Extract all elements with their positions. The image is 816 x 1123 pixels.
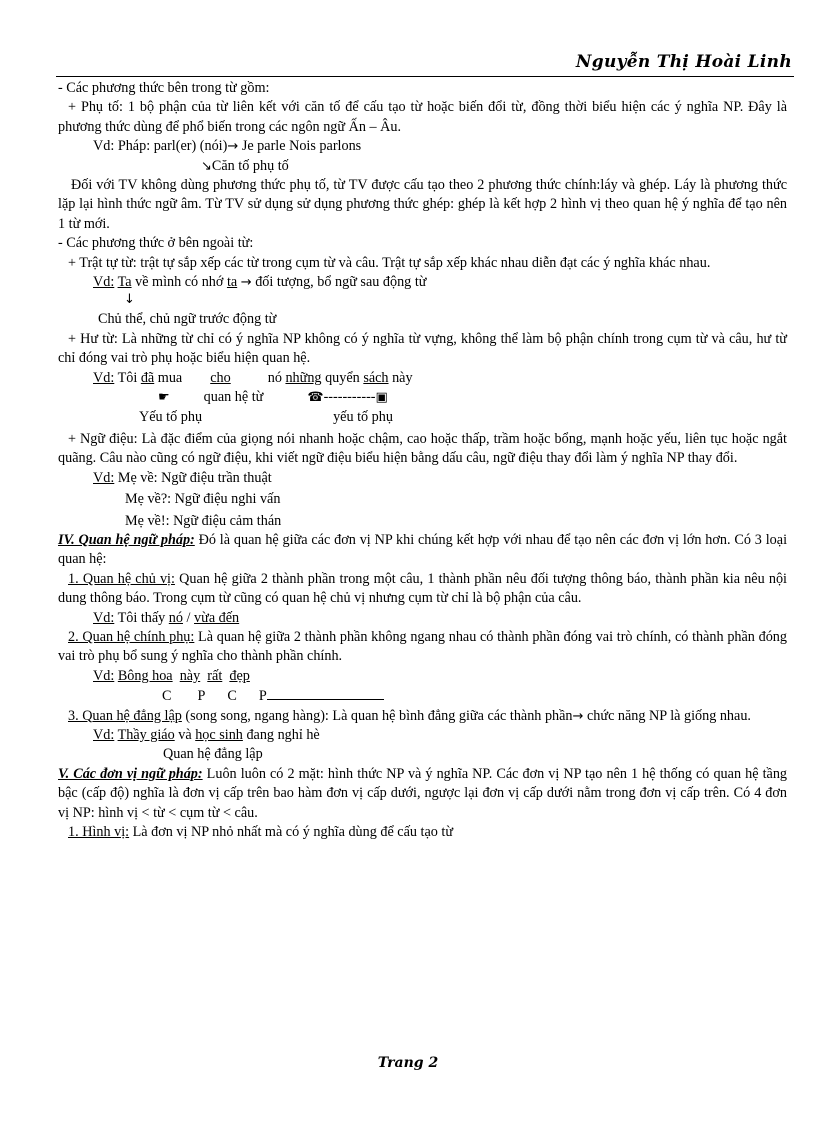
example-line: Vd: Pháp: parl(er) (nói)→ Je parle Nois parlons xyxy=(93,138,362,155)
example-line: C P C P xyxy=(58,686,787,706)
example-line: ☛ quan hệ từ ☎-----------▣ xyxy=(158,389,388,406)
subsection-heading: 1. Quan hệ chủ vị: xyxy=(68,570,175,587)
telephone-icon: ☎ xyxy=(307,390,324,406)
example-line: ↘Căn tố phụ tố xyxy=(201,157,289,174)
page-number: Trang 2 xyxy=(377,1055,439,1071)
paragraph: 1. Hình vị: Là đơn vị NP nhỏ nhất mà có ý nghĩa dùng để cấu tạo từ xyxy=(68,824,454,841)
pointing-hand-icon: ☛ xyxy=(158,390,170,406)
paragraph: + Hư từ: Là những từ chỉ có ý nghĩa NP không có ý nghĩa từ vựng, không thể làm bộ phận chính trong cụm từ và câu, hư từ chỉ đóng vai trò phụ hoặc biểu hiện quan hệ. xyxy=(58,330,787,367)
example-line xyxy=(58,292,787,307)
paragraph: 2. Quan hệ chính phụ: Là quan hệ giữa 2 thành phần không ngang nhau có thành phần đóng vai trò chính, có thành phần đóng vai trò phụ bổ sung ý nghĩa cho thành phần chính. xyxy=(58,628,787,665)
example-line: Vd: Mẹ về: Ngữ điệu trần thuật xyxy=(93,469,272,486)
arrow-down-icon: ↓ xyxy=(124,292,135,308)
author-name: Nguyễn Thị Hoài Linh xyxy=(575,52,792,72)
paragraph: + Ngữ điệu: Là đặc điểm của giọng nói nhanh hoặc chậm, cao hoặc thấp, trầm hoặc bổng, mạnh hoặc yếu, liên tục hoặc ngắt quãng. Câu nào cũng có ngữ điệu, khi viết ngữ điệu biểu hiện bằng dấu câu, ngữ điệu thay đổi làm ý nghĩa NP thay đổi. xyxy=(58,430,787,467)
floppy-disk-icon: ▣ xyxy=(375,390,388,406)
arrow-right-icon: → xyxy=(227,139,239,155)
paragraph: Đối với TV không dùng phương thức phụ tố, từ TV được cấu tạo theo 2 phương thức chính:láy và ghép. Láy là phương thức lặp lại hình thức ngữ âm. Từ TV sử dụng sử dụng phương thức ghép: ghép là kết hợp 2 hình vị theo quan hệ ý nghĩa để tạo nên 1 từ mới. xyxy=(58,177,787,232)
example-line: Vd: Bông hoa này rất đẹp xyxy=(93,667,250,684)
example-line: Vd: Ta về mình có nhớ ta → đối tượng, bổ ngữ sau động từ xyxy=(93,274,427,291)
arrow-right-icon: → xyxy=(572,708,584,724)
example-line: Mẹ về!: Ngữ điệu cảm thán xyxy=(125,512,282,529)
example-line: Vd: Thầy giáo và học sinh đang nghỉ hè xyxy=(93,727,320,743)
paragraph: 3. Quan hệ đẳng lập (song song, ngang hàng): Là quan hệ bình đẳng giữa các thành phần→ chức năng NP là giống nhau. xyxy=(68,707,751,724)
paragraph: - Các phương thức ở bên ngoài từ: xyxy=(58,235,254,252)
paragraph: - Các phương thức bên trong từ gồm: xyxy=(58,80,270,96)
example-line: Vd: Tôi thấy nó / vừa đến xyxy=(93,609,240,626)
paragraph: + Phụ tố: 1 bộ phận của từ liên kết với căn tố để cấu tạo từ hoặc biến đổi từ, đồng thời biểu hiện các ý nghĩa NP. Đây là phương thức dùng để phổ biến trong các ngôn ngữ Ấn – Âu. xyxy=(58,99,787,135)
example-line: Chủ thể, chủ ngữ trước động từ xyxy=(98,311,277,328)
paragraph: 1. Quan hệ chủ vị: Quan hệ giữa 2 thành phần trong một câu, 1 thành phần nêu đối tượng thông báo, thành phần kia nêu nội dung thông báo. Trong cụm từ cũng có quan hệ chủ vị nhưng cụm từ chỉ là bộ phận của câu. xyxy=(58,570,788,607)
section-heading: V. Các đơn vị ngữ pháp: xyxy=(58,765,203,782)
section-iv: IV. Quan hệ ngữ pháp: Đó là quan hệ giữa các đơn vị NP khi chúng kết hợp với nhau để tạo nên các đơn vị lớn hơn. Có 3 loại quan hệ: xyxy=(58,531,788,568)
section-heading: IV. Quan hệ ngữ pháp: xyxy=(58,531,195,548)
underline-rule xyxy=(267,686,384,700)
subsection-heading: 3. Quan hệ đẳng lập xyxy=(68,707,182,724)
paragraph: + Trật tự từ: trật tự sắp xếp các từ trong cụm từ và câu. Trật tự sắp xếp khác nhau diễn đạt các ý nghĩa khác nhau. xyxy=(68,254,711,271)
arrow-down-right-icon: ↘ xyxy=(201,158,212,174)
example-line: Mẹ về?: Ngữ điệu nghi vấn xyxy=(125,491,281,508)
section-v: V. Các đơn vị ngữ pháp: Luôn luôn có 2 mặt: hình thức NP và ý nghĩa NP. Các đơn vị NP tạo nên 1 hệ thống có quan hệ tầng bậc (cấp độ) nghĩa là đơn vị cấp trên bao hàm đơn vị cấp dưới, ngược lại đơn vị cấp dưới nằm trong đơn vị cấp trên. Có 4 đơn vị NP: hình vị < từ < cụm từ < câu. xyxy=(58,765,788,821)
header-divider xyxy=(56,76,794,77)
example-line: Yếu tố phụ yếu tố phụ xyxy=(139,408,393,425)
document-body xyxy=(58,79,787,842)
subsection-heading: 1. Hình vị: xyxy=(68,824,130,841)
example-line: Quan hệ đẳng lập xyxy=(163,746,263,763)
arrow-right-icon: → xyxy=(240,275,252,291)
subsection-heading: 2. Quan hệ chính phụ: xyxy=(68,628,195,645)
example-line: Vd: Tôi đã mua cho nó những quyển sách này xyxy=(93,369,413,386)
